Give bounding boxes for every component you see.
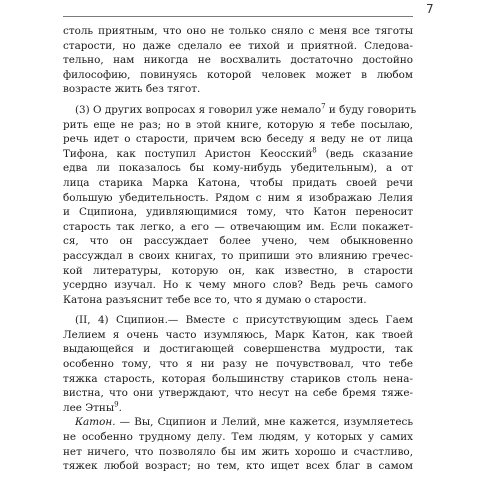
text-line: тельно, нам никогда не восхвалить достаточно достойно (63, 54, 413, 67)
text-line: Катон. — Вы, Сципион и Лелий, мне кажется, изумляетесь (75, 416, 413, 429)
text-line: лица старика Марка Катона, чтобы придать своей речи (63, 176, 413, 189)
body-text (63, 24, 417, 474)
text-line: возрасте жить без тягот. (63, 83, 201, 96)
text-line: Катона разъяснит тебе все то, что я думаю о старости. (63, 293, 367, 306)
text-line: особенно тому, что я ни разу не почувствовал, что тебе (63, 358, 413, 371)
text-line: нет ничего, что позволяло бы им жить хорошо и счастливо, (63, 445, 413, 458)
text-line: усердно изучал. Но к чему много слов? Ведь речь самого (63, 279, 413, 292)
text-line: речь идет о старости, причем всю беседу я веду не от лица (63, 133, 413, 146)
text-line: (3) О других вопросах я говорил уже немало$^7$ и буду говорить (75, 102, 417, 116)
speaker-name: Катон. (75, 416, 116, 429)
text-line: рассуждал в своих книгах, то припиши это влиянию гречес- (63, 249, 413, 262)
text-line: лее Этны$^9$. (63, 400, 122, 414)
text-line: ся, что он рассуждает более учено, чем обыкновенно (63, 235, 413, 248)
text-line: старости, но даже сделало ее тихой и приятной. Следова- (63, 39, 413, 52)
footnote-mark: 8 (312, 146, 317, 155)
page-number: 7 (426, 2, 434, 16)
text-line: кой литературы, которую он, как известно, в старости (63, 264, 413, 277)
text-line: тяжка старость, которая большинству стариков столь нена- (63, 372, 413, 385)
text-line: философию, повинуясь которой человек может в любом (63, 68, 413, 81)
text-line: старость так легко, а его — отвечающим им. Если покажет- (63, 220, 413, 233)
footnote-mark: 7 (321, 102, 326, 111)
text-line: едва ли показалось бы кому-нибудь убедительным), а от (63, 162, 413, 175)
text-line: большую убедительность. Рядом с ним я изображаю Лелия (63, 191, 413, 204)
header-rule (63, 16, 413, 17)
text-line: выдающейся и достигающей совершенства мудрости, так (63, 343, 413, 356)
footnote-mark: 9 (114, 400, 119, 409)
text-line: и Сципиона, удивляющимися тому, что Катон переносит (63, 206, 413, 219)
text-line: рить еще не раз; но в этой книге, которую я тебе посылаю, (63, 118, 413, 131)
text-line: столь приятным, что оно не только сняло с меня все тяготы (63, 25, 413, 37)
text-line: тяжек любой возраст; но тем, кто ищет всех благ в самом (63, 460, 413, 473)
text-line: не особенно трудному делу. Тем людям, у которых у самих (63, 431, 413, 444)
text-line: Тифона, как поступил Аристон Кеосский$^8$ (ведь сказание (63, 146, 413, 160)
text-line: Лелием я очень часто изумляюсь, Марк Катон, как твоей (63, 328, 413, 341)
text-line: вистна, что они утверждают, что несут на себе бремя тяже- (63, 387, 413, 400)
text-line: (II, 4) Сципион.— Вместе с присутствующим здесь Гаем (75, 314, 413, 327)
